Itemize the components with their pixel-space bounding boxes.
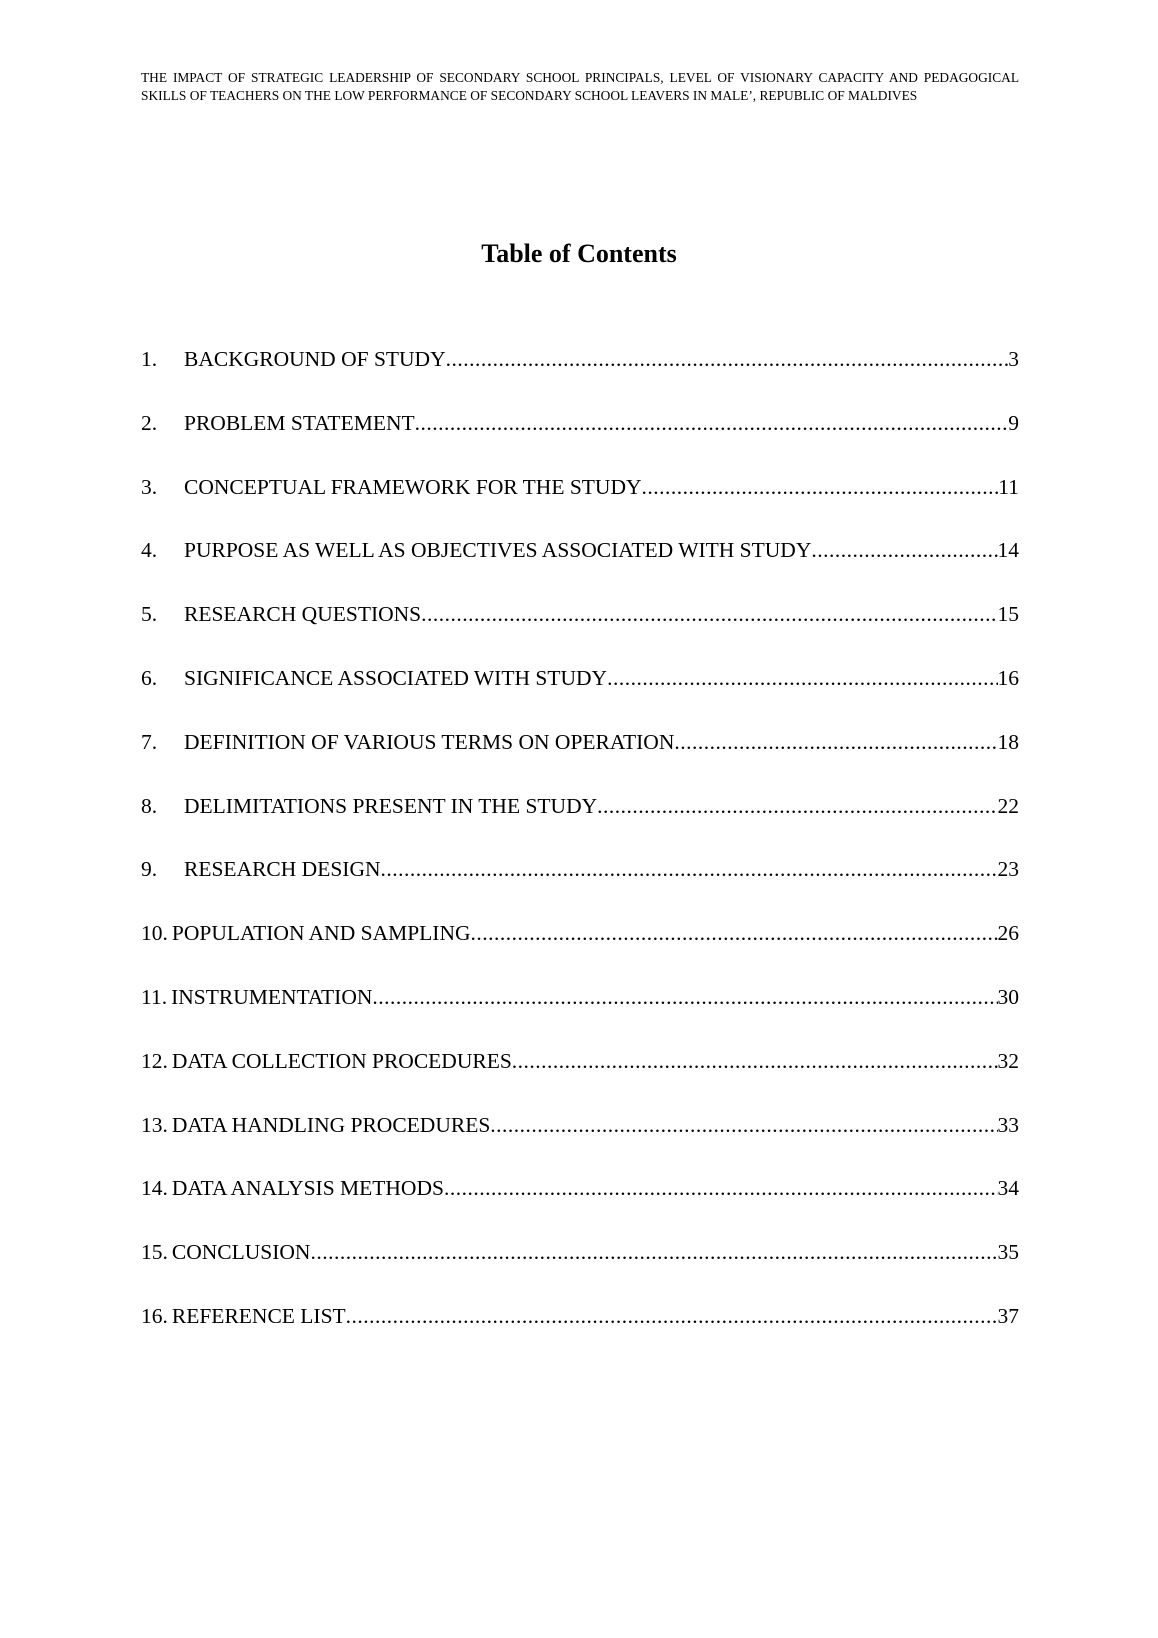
toc-entry-label: SIGNIFICANCE ASSOCIATED WITH STUDY: [184, 665, 608, 690]
toc-entry[interactable]: [141, 1239, 1019, 1303]
toc-entry-label: REFERENCE LIST: [171, 1303, 346, 1328]
toc-title: Table of Contents: [481, 239, 677, 268]
toc-entry-page: 9: [1008, 410, 1019, 435]
toc-entry-label: DATA COLLECTION PROCEDURES: [171, 1048, 512, 1073]
toc-entry-label: PROBLEM STATEMENT: [184, 410, 415, 435]
toc-dot-leader: [444, 1175, 998, 1201]
toc-entry[interactable]: [141, 856, 1019, 920]
toc-entry-number: 10.: [141, 921, 168, 946]
toc-entry-page: 37: [997, 1303, 1019, 1328]
toc-entry-label: DATA ANALYSIS METHODS: [171, 1176, 444, 1201]
toc-entry-number: 6.: [141, 665, 158, 690]
toc-entry-label: CONCLUSION: [171, 1240, 311, 1265]
toc-entry-label: BACKGROUND OF STUDY: [184, 347, 446, 371]
toc-entry-number: 15.: [141, 1240, 168, 1265]
toc-entry-page: 14: [997, 538, 1019, 563]
toc-entry-page: 30: [997, 984, 1019, 1009]
toc-dot-leader: [512, 1048, 998, 1074]
toc-entry-page: 22: [997, 793, 1019, 818]
toc-entry-number: 11.: [141, 984, 168, 1009]
toc-dot-leader: [811, 537, 997, 563]
toc-entry-number: 2.: [141, 410, 158, 435]
toc-entry[interactable]: [141, 793, 1019, 857]
toc-entry[interactable]: [141, 1175, 1019, 1239]
toc-entry-label: DATA HANDLING PROCEDURES: [171, 1112, 491, 1137]
toc-entry[interactable]: [141, 984, 1019, 1048]
toc-entry[interactable]: [141, 474, 1019, 538]
toc-entry-label: DEFINITION OF VARIOUS TERMS ON OPERATION: [184, 729, 675, 754]
toc-entry-label: RESEARCH QUESTIONS: [184, 602, 422, 627]
toc-dot-leader: [674, 729, 997, 755]
toc-entry-page: 32: [997, 1048, 1019, 1073]
toc-entry[interactable]: [141, 346, 1019, 410]
toc-dot-leader: [490, 1112, 997, 1138]
toc-dot-leader: [607, 665, 997, 691]
toc-entry-number: 13.: [141, 1112, 168, 1137]
toc-entry[interactable]: [141, 1112, 1019, 1176]
toc-entry-page: 3: [1008, 347, 1019, 371]
toc-dot-leader: [597, 793, 997, 819]
toc-entry-page: 35: [997, 1240, 1019, 1265]
toc-entry[interactable]: [141, 1048, 1019, 1112]
toc-dot-leader: [310, 1239, 997, 1265]
toc-entry-number: 5.: [141, 602, 158, 627]
toc-entry-page: 33: [997, 1112, 1019, 1137]
toc-entry[interactable]: [141, 665, 1019, 729]
toc-entry-page: 15: [997, 602, 1019, 627]
toc-list: [141, 346, 1019, 1367]
toc-entry-number: 8.: [141, 793, 158, 818]
toc-entry-page: 26: [997, 921, 1019, 946]
toc-entry-label: PURPOSE AS WELL AS OBJECTIVES ASSOCIATED WITH STUDY: [184, 538, 812, 563]
toc-entry-label: DELIMITATIONS PRESENT IN THE STUDY: [184, 793, 598, 818]
toc-dot-leader: [421, 601, 997, 627]
toc-dot-leader: [346, 1303, 998, 1329]
toc-entry[interactable]: [141, 537, 1019, 601]
toc-dot-leader: [642, 474, 999, 500]
toc-entry[interactable]: [141, 601, 1019, 665]
toc-entry[interactable]: [141, 920, 1019, 984]
toc-entry[interactable]: [141, 410, 1019, 474]
toc-entry-number: 7.: [141, 729, 158, 754]
toc-entry[interactable]: [141, 729, 1019, 793]
toc-entry-number: 1.: [141, 347, 158, 371]
toc-dot-leader: [372, 984, 997, 1010]
toc-entry-number: 16.: [141, 1303, 168, 1328]
toc-entry-number: 12.: [141, 1048, 168, 1073]
toc-entry-page: 11: [998, 474, 1019, 499]
toc-entry-number: 3.: [141, 474, 158, 499]
toc-entry-number: 9.: [141, 857, 158, 882]
running-header: THE IMPACT OF STRATEGIC LEADERSHIP OF SECONDARY SCHOOL PRINCIPALS, LEVEL OF VISIONARY CAPACITY AND PEDAGOGICAL SKILLS OF TEACHERS ON THE LOW PERFORMANCE OF SECONDARY SCHOOL LEAVERS IN MALE’, REPUBLIC OF MALDIVES: [141, 70, 1019, 103]
toc-entry-page: 23: [997, 857, 1019, 882]
toc-entry-label: INSTRUMENTATION: [171, 984, 373, 1009]
toc-dot-leader: [471, 920, 998, 946]
toc-entry-page: 16: [997, 665, 1019, 690]
toc-entry-page: 18: [997, 729, 1019, 754]
toc-entry-number: 4.: [141, 538, 158, 563]
toc-dot-leader: [381, 856, 998, 882]
toc-dot-leader: [415, 410, 1009, 436]
toc-entry[interactable]: [141, 1303, 1019, 1367]
toc-entry-label: CONCEPTUAL FRAMEWORK FOR THE STUDY: [184, 474, 642, 499]
toc-entry-number: 14.: [141, 1176, 168, 1201]
toc-entry-label: POPULATION AND SAMPLING: [171, 921, 471, 946]
toc-entry-page: 34: [997, 1176, 1019, 1201]
toc-entry-label: RESEARCH DESIGN: [184, 857, 381, 882]
toc-dot-leader: [446, 346, 1009, 372]
